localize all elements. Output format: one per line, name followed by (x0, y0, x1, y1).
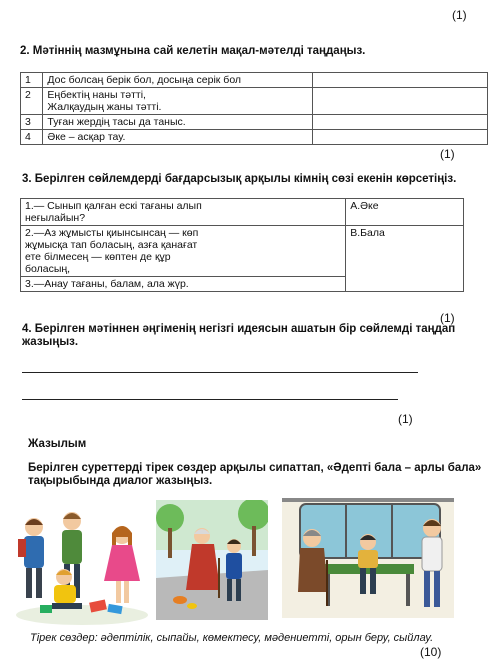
score-q2: (1) (440, 147, 455, 161)
score-q4: (1) (398, 412, 413, 426)
question-2-table (20, 72, 488, 145)
question-4-title: 4. Берілген мәтіннен әңгіменің негізгі идеясын ашатын бір сөйлемді таңдап жазыңыз. (22, 323, 456, 348)
proverb-cell: Туған жердің тасы да таныс. (43, 115, 312, 130)
answer-cell[interactable] (312, 73, 487, 88)
writing-heading: Жазылым (28, 438, 87, 450)
proverb-cell: Әке – асқар тау. (43, 130, 312, 145)
question-2-title: 2. Мәтіннің мазмұнына сай келетін мақал-мәтелді таңдаңыз. (20, 45, 366, 57)
answer-cell[interactable] (312, 115, 487, 130)
answer-line[interactable] (22, 399, 398, 400)
writing-task: Берілген суреттерді тірек сөздер арқылы сипаттап, «Әдепті бала – арлы бала» тақырыбында диалог жазыңыз. (28, 462, 482, 487)
speaker-cell: В.Бала (346, 226, 464, 292)
support-words: Тірек сөздер: әдептілік, сыпайы, көмектесу, мәдениетті, орын беру, сыйлау. (30, 632, 434, 644)
row-number: 4 (21, 130, 43, 145)
schoolchildren-helping-image (12, 505, 152, 625)
speaker-cell: А.Әке (346, 199, 464, 226)
proverb-cell: Еңбектің наны тәтті, Жалқаудың жаны тәтті. (43, 88, 312, 115)
table-row (21, 199, 464, 226)
helping-elder-image (156, 500, 268, 620)
table-row (21, 115, 488, 130)
sentence-cell: 2.—Аз жұмысты қиынсынсаң — көп жұмысқа тап боласың, азға қанағат ете білмесең — көптен де құр боласың, (21, 226, 346, 277)
table-row (21, 88, 488, 115)
table-row (21, 130, 488, 145)
answer-cell[interactable] (312, 130, 487, 145)
sentence-cell: 1.— Сынып қалған ескі тағаны алып неғылайын? (21, 199, 346, 226)
row-number: 1 (21, 73, 43, 88)
score-q3: (1) (440, 311, 455, 325)
row-number: 2 (21, 88, 43, 115)
question-3-table (20, 198, 464, 292)
bus-seat-image (282, 498, 454, 618)
answer-cell[interactable] (312, 88, 487, 115)
row-number: 3 (21, 115, 43, 130)
score-writing: (10) (420, 645, 442, 659)
table-row (21, 226, 464, 277)
answer-line[interactable] (22, 372, 418, 373)
question-3-title: 3. Берілген сөйлемдерді бағдарсызық арқылы кімнің сөзі екенін көрсетіңіз. (22, 173, 457, 185)
proverb-cell: Дос болсаң берік бол, досыңа серік бол (43, 73, 312, 88)
sentence-cell: 3.—Анау тағаны, балам, ала жүр. (21, 277, 346, 292)
score-top: (1) (452, 8, 467, 22)
table-row (21, 73, 488, 88)
